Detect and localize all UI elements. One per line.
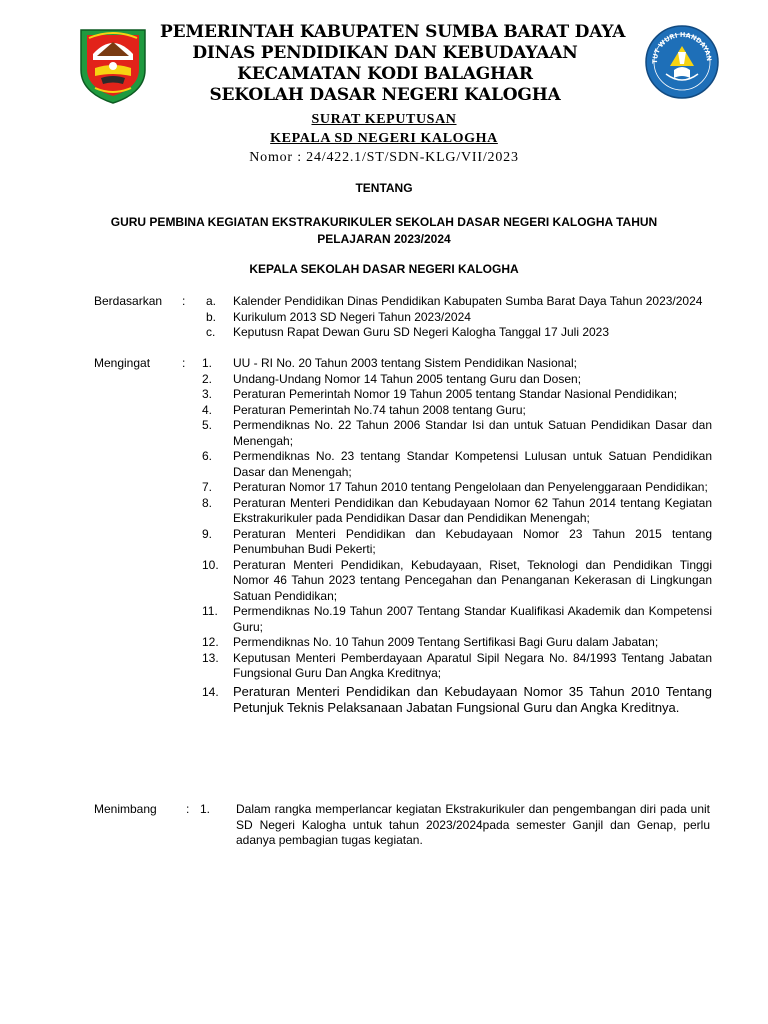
decree-issuer-heading: KEPALA SD NEGERI KALOGHA [270, 131, 498, 146]
list-item: c. Keputusn Rapat Dewan Guru SD Negeri Kalogha Tanggal 17 Juli 2023 [206, 325, 610, 339]
letterhead-line: DINAS PENDIDIKAN DAN KEBUDAYAAN [192, 43, 578, 63]
regency-emblem-logo [75, 26, 151, 104]
letterhead-line: KECAMATAN KODI BALAGHAR [237, 64, 533, 84]
list-item: 13. Keputusan Menteri Pemberdayaan Aparatul Sipil Negara No. 84/1993 Tentang Jabatan Fungsional Guru Dan Angka Kreditnya; [202, 650, 712, 680]
list-item: 4. Peraturan Pemerintah No.74 tahun 2008 tentang Guru; [202, 402, 526, 417]
list-item: 6. Permendiknas No. 23 tentang Standar Kompetensi Lulusan untuk Satuan Pendidikan Dasar dan Menengah; [202, 449, 712, 479]
list-item: a. Kalender Pendidikan Dinas Pendidikan Kabupaten Sumba Barat Daya Tahun 2023/2024 [206, 294, 703, 308]
list-item: 11. Permendiknas No.19 Tahun 2007 Tentang Standar Kualifikasi Akademik dan Kompetensi Guru; [202, 604, 712, 634]
section-colon: : [186, 802, 190, 816]
list-item: 2. Undang-Undang Nomor 14 Tahun 2005 tentang Guru dan Dosen; [202, 371, 582, 386]
list-item: 3. Peraturan Pemerintah Nomor 19 Tahun 2005 tentang Standar Nasional Pendidikan; [202, 387, 678, 401]
section-colon: : [182, 356, 186, 370]
mengingat-list [196, 356, 712, 716]
list-item: 14. Peraturan Menteri Pendidikan dan Kebudayaan Nomor 35 Tahun 2010 Tentang Petunjuk Teknis Pelaksanaan Jabatan Fungsional Guru dan Angka Kreditnya. [202, 683, 712, 715]
tentang-heading: TENTANG [355, 181, 413, 195]
section-label: Berdasarkan [94, 294, 163, 308]
letterhead-line: SEKOLAH DASAR NEGERI KALOGHA [209, 85, 561, 105]
list-item: 12. Permendiknas No. 10 Tahun 2009 Tentang Sertifikasi Bagi Guru dalam Jabatan; [202, 635, 659, 649]
list-item: 8. Peraturan Menteri Pendidikan dan Kebudayaan Nomor 62 Tahun 2014 tentang Kegiatan Ekstrakurikuler pada Pendidikan Dasar dan Pendidikan Menengah; [202, 495, 712, 525]
list-item: 7. Peraturan Nomor 17 Tahun 2010 tentang Pengelolaan dan Penyelenggaraan Pendidikan; [202, 480, 708, 494]
logo-motto: TUT WURI HANDAYAN [650, 30, 714, 64]
list-item: 9. Peraturan Menteri Pendidikan dan Kebudayaan Nomor 23 Tahun 2015 tentang Penumbuhan Budi Pekerti; [202, 526, 712, 556]
list-item: b. Kurikulum 2013 SD Negeri Tahun 2023/2024 [206, 309, 471, 324]
letterhead-line: PEMERINTAH KABUPATEN SUMBA BARAT DAYA [160, 22, 626, 42]
list-item: 5. Permendiknas No. 22 Tahun 2006 Standar Isi dan untuk Satuan Pendidikan Dasar dan Menengah; [202, 418, 712, 448]
decree-heading: SURAT KEPUTUSAN [311, 112, 457, 127]
decree-subject: GURU PEMBINA KEGIATAN EKSTRAKURIKULER SEKOLAH DASAR NEGERI KALOGHA TAHUN PELAJARAN 2023/2024 [110, 215, 658, 246]
issuer-heading: KEPALA SEKOLAH DASAR NEGERI KALOGHA [249, 262, 519, 276]
list-item: 10. Peraturan Menteri Pendidikan, Kebudayaan, Riset, Teknologi dan Pendidikan Tinggi Nomor 46 Tahun 2023 tentang Pencegahan dan Penanganan Kekerasan di Lingkungan Satuan Pendidikan; [202, 557, 712, 603]
section-label: Menimbang [94, 802, 157, 816]
list-item: 1. UU - RI No. 20 Tahun 2003 tentang Sistem Pendidikan Nasional; [202, 356, 577, 370]
decree-number: Nomor : 24/422.1/ST/SDN-KLG/VII/2023 [249, 150, 519, 165]
tut-wuri-handayani-logo [644, 24, 720, 100]
letterhead [160, 22, 626, 106]
berdasarkan-list [196, 294, 712, 341]
section-colon: : [182, 294, 186, 308]
list-item-number: 1. [200, 802, 211, 816]
list-item-text: Dalam rangka memperlancar kegiatan Ekstrakurikuler dan pengembangan diri pada unit SD Negeri Kalogha untuk tahun 2023/2024pada semester Ganjil dan Genap, perlu adanya pembagian tugas kegiatan. [236, 802, 710, 847]
section-label: Mengingat [94, 356, 151, 370]
